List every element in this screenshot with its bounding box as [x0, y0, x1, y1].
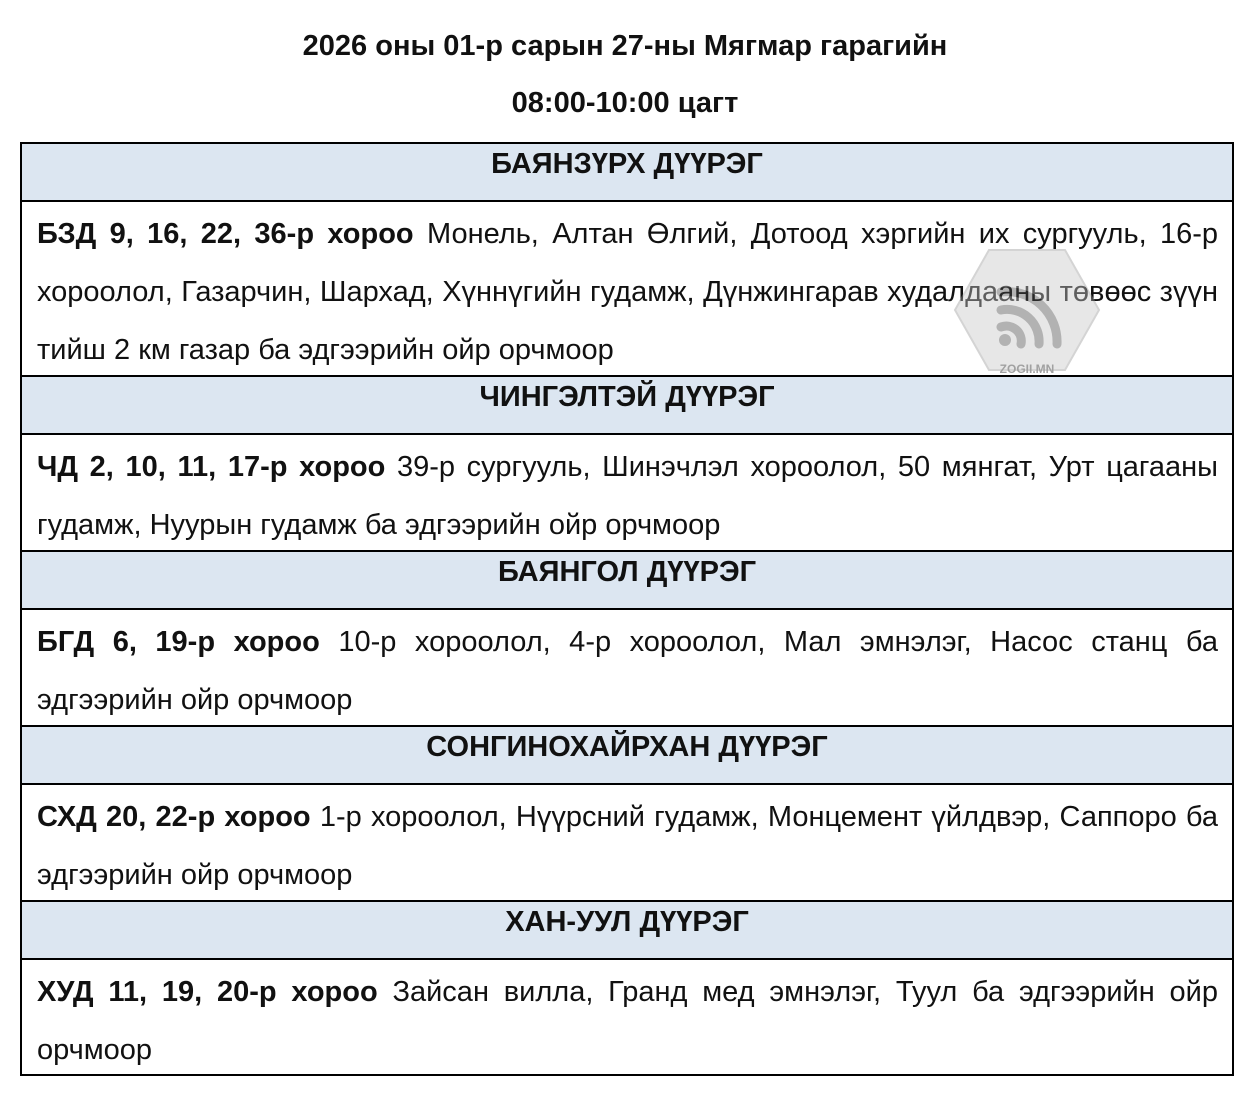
district-header-bayanzurkh: БАЯНЗҮРХ ДҮҮРЭГ [22, 144, 1232, 202]
time-range: 08:00-10:00 цагт [511, 87, 739, 119]
district-header-chingeltei: ЧИНГЭЛТЭЙ ДҮҮРЭГ [22, 377, 1232, 435]
area-list: 1-р хороолол, Нүүрсний гудамж, Монцемент үйлдвэр, Саппоро ба эдгээрийн ойр орчмоор [37, 801, 1219, 891]
area-list: Зайсан вилла, Гранд мед эмнэлэг, Туул ба эдгээрийн ойр орчмоор [37, 976, 1218, 1066]
district-header-songinokhairkhan: СОНГИНОХАЙРХАН ДҮҮРЭГ [22, 727, 1232, 785]
district-areas-songinokhairkhan [22, 785, 1232, 902]
area-list: 10-р хороолол, 4-р хороолол, Мал эмнэлэг, Насос станц ба эдгээрийн ойр орчмоор [37, 626, 1218, 716]
khoroo-list: БЗД 9, 16, 22, 36-р хороо [37, 218, 414, 250]
district-areas-khan-uul [22, 960, 1232, 1077]
district-header-bayangol: БАЯНГОЛ ДҮҮРЭГ [22, 552, 1232, 610]
district-areas-chingeltei [22, 435, 1232, 552]
khoroo-list: ХУД 11, 19, 20-р хороо [37, 976, 378, 1008]
khoroo-list: БГД 6, 19-р хороо [37, 626, 320, 658]
watermark-label: ZOGII.MN [999, 362, 1055, 376]
area-list: Монель, Алтан Өлгий, Дотоод хэргийн их сургууль, 16-р хороолол, Газарчин, Шархад, Хүннүгийн гудамж, Дүнжингарав худалдааны төвөөс зүүн тийш 2 км газар ба эдгээрийн ойр орчмоор [37, 218, 1219, 366]
district-areas-bayangol [22, 610, 1232, 727]
page-title: 2026 оны 01-р сарын 27-ны Мягмар гарагийн [302, 30, 948, 62]
watermark-logo [953, 248, 1101, 378]
khoroo-list: СХД 20, 22-р хороо [37, 801, 311, 833]
signal-hexagon-icon [953, 248, 1101, 378]
area-list: 39-р сургууль, Шинэчлэл хороолол, 50 мянгат, Урт цагааны гудамж, Нуурын гудамж ба эдгээрийн ойр орчмоор [37, 451, 1218, 541]
khoroo-list: ЧД 2, 10, 11, 17-р хороо [37, 451, 386, 483]
district-header-khan-uul: ХАН-УУЛ ДҮҮРЭГ [22, 902, 1232, 960]
